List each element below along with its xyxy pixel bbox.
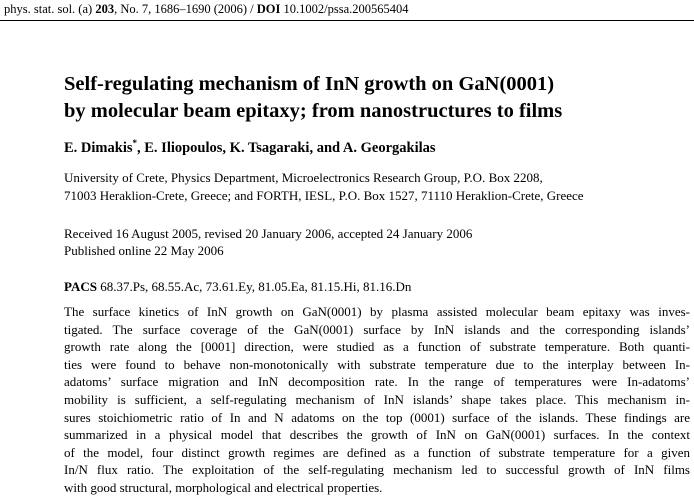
abstract-line: summarized in a physical model that describes the growth of InN on GaN(0001) surfaces. In the context (64, 427, 690, 443)
journal-issue-pages: , No. 7, 1686–1690 (2006) / (114, 2, 257, 16)
abstract-line: The surface kinetics of InN growth on GaN(0001) by plasma assisted molecular beam epitaxy was inves- (64, 304, 690, 319)
journal-volume: 203 (95, 2, 115, 16)
header-divider (0, 20, 694, 21)
abstract-line: In/N flux ratio. The exploitation of the self-regulating mechanism led to successful growth of InN films (64, 462, 690, 478)
doi-label: DOI (256, 2, 281, 16)
pacs-label: PACS (64, 279, 97, 294)
abstract-line: adatoms’ surface migration and InN decomposition rate. In the range of temperatures were In-adatoms’ (64, 374, 690, 390)
affiliation-line-2: 71003 Heraklion-Crete, Greece; and FORTH, IESL, P.O. Box 1527, 71110 Heraklion-Crete, Greece (64, 188, 584, 203)
published-date: Published online 22 May 2006 (64, 243, 224, 258)
corresponding-author-mark: * (132, 138, 137, 148)
affiliation-line-1: University of Crete, Physics Department, Microelectronics Research Group, P.O. Box 2208, (64, 170, 543, 185)
abstract-line: of the model, four distinct growth regimes are defined as a function of substrate temperature for a given (64, 444, 690, 460)
journal-name: phys. stat. sol. (a) (4, 2, 96, 16)
pacs-codes (64, 279, 411, 295)
author-rest: , E. Iliopoulos, K. Tsagaraki, and A. Georgakilas (137, 140, 436, 156)
received-dates: Received 16 August 2005, revised 20 January 2006, accepted 24 January 2006 (64, 226, 473, 241)
title-line-2: by molecular beam epitaxy; from nanostructures to films (64, 100, 563, 122)
abstract-line: ties were found to behave non-monotonically with substrate temperature due to the interplay between In- (64, 356, 690, 372)
author-list (64, 140, 436, 157)
abstract-line: mobility is sufficient, a self-regulating mechanism of InN islands’ shape takes place. This mechanism in- (64, 391, 690, 407)
doi-value: 10.1002/pssa.200565404 (280, 2, 409, 16)
abstract-line: sures stoichiometric ratio of In and N adatoms on the top (0001) surface of the islands. These findings are (64, 409, 690, 425)
pacs-values: 68.37.Ps, 68.55.Ac, 73.61.Ey, 81.05.Ea, 81.15.Hi, 81.16.Dn (96, 279, 412, 294)
author-first: E. Dimakis (64, 140, 133, 156)
abstract (64, 303, 690, 497)
journal-header (4, 2, 409, 17)
abstract-line: growth rate along the [0001] direction, were studied as a function of substrate temperature. Both quanti- (64, 339, 690, 355)
abstract-line: tigated. The surface coverage of the GaN(0001) surface by InN islands and the corresponding islands’ (64, 321, 690, 337)
title-line-1: Self-regulating mechanism of InN growth on GaN(0001) (64, 73, 555, 95)
abstract-line: with good structural, morphological and electrical properties. (64, 479, 383, 495)
affiliation (64, 169, 584, 205)
paper-title (64, 71, 684, 125)
publication-dates (64, 225, 472, 259)
